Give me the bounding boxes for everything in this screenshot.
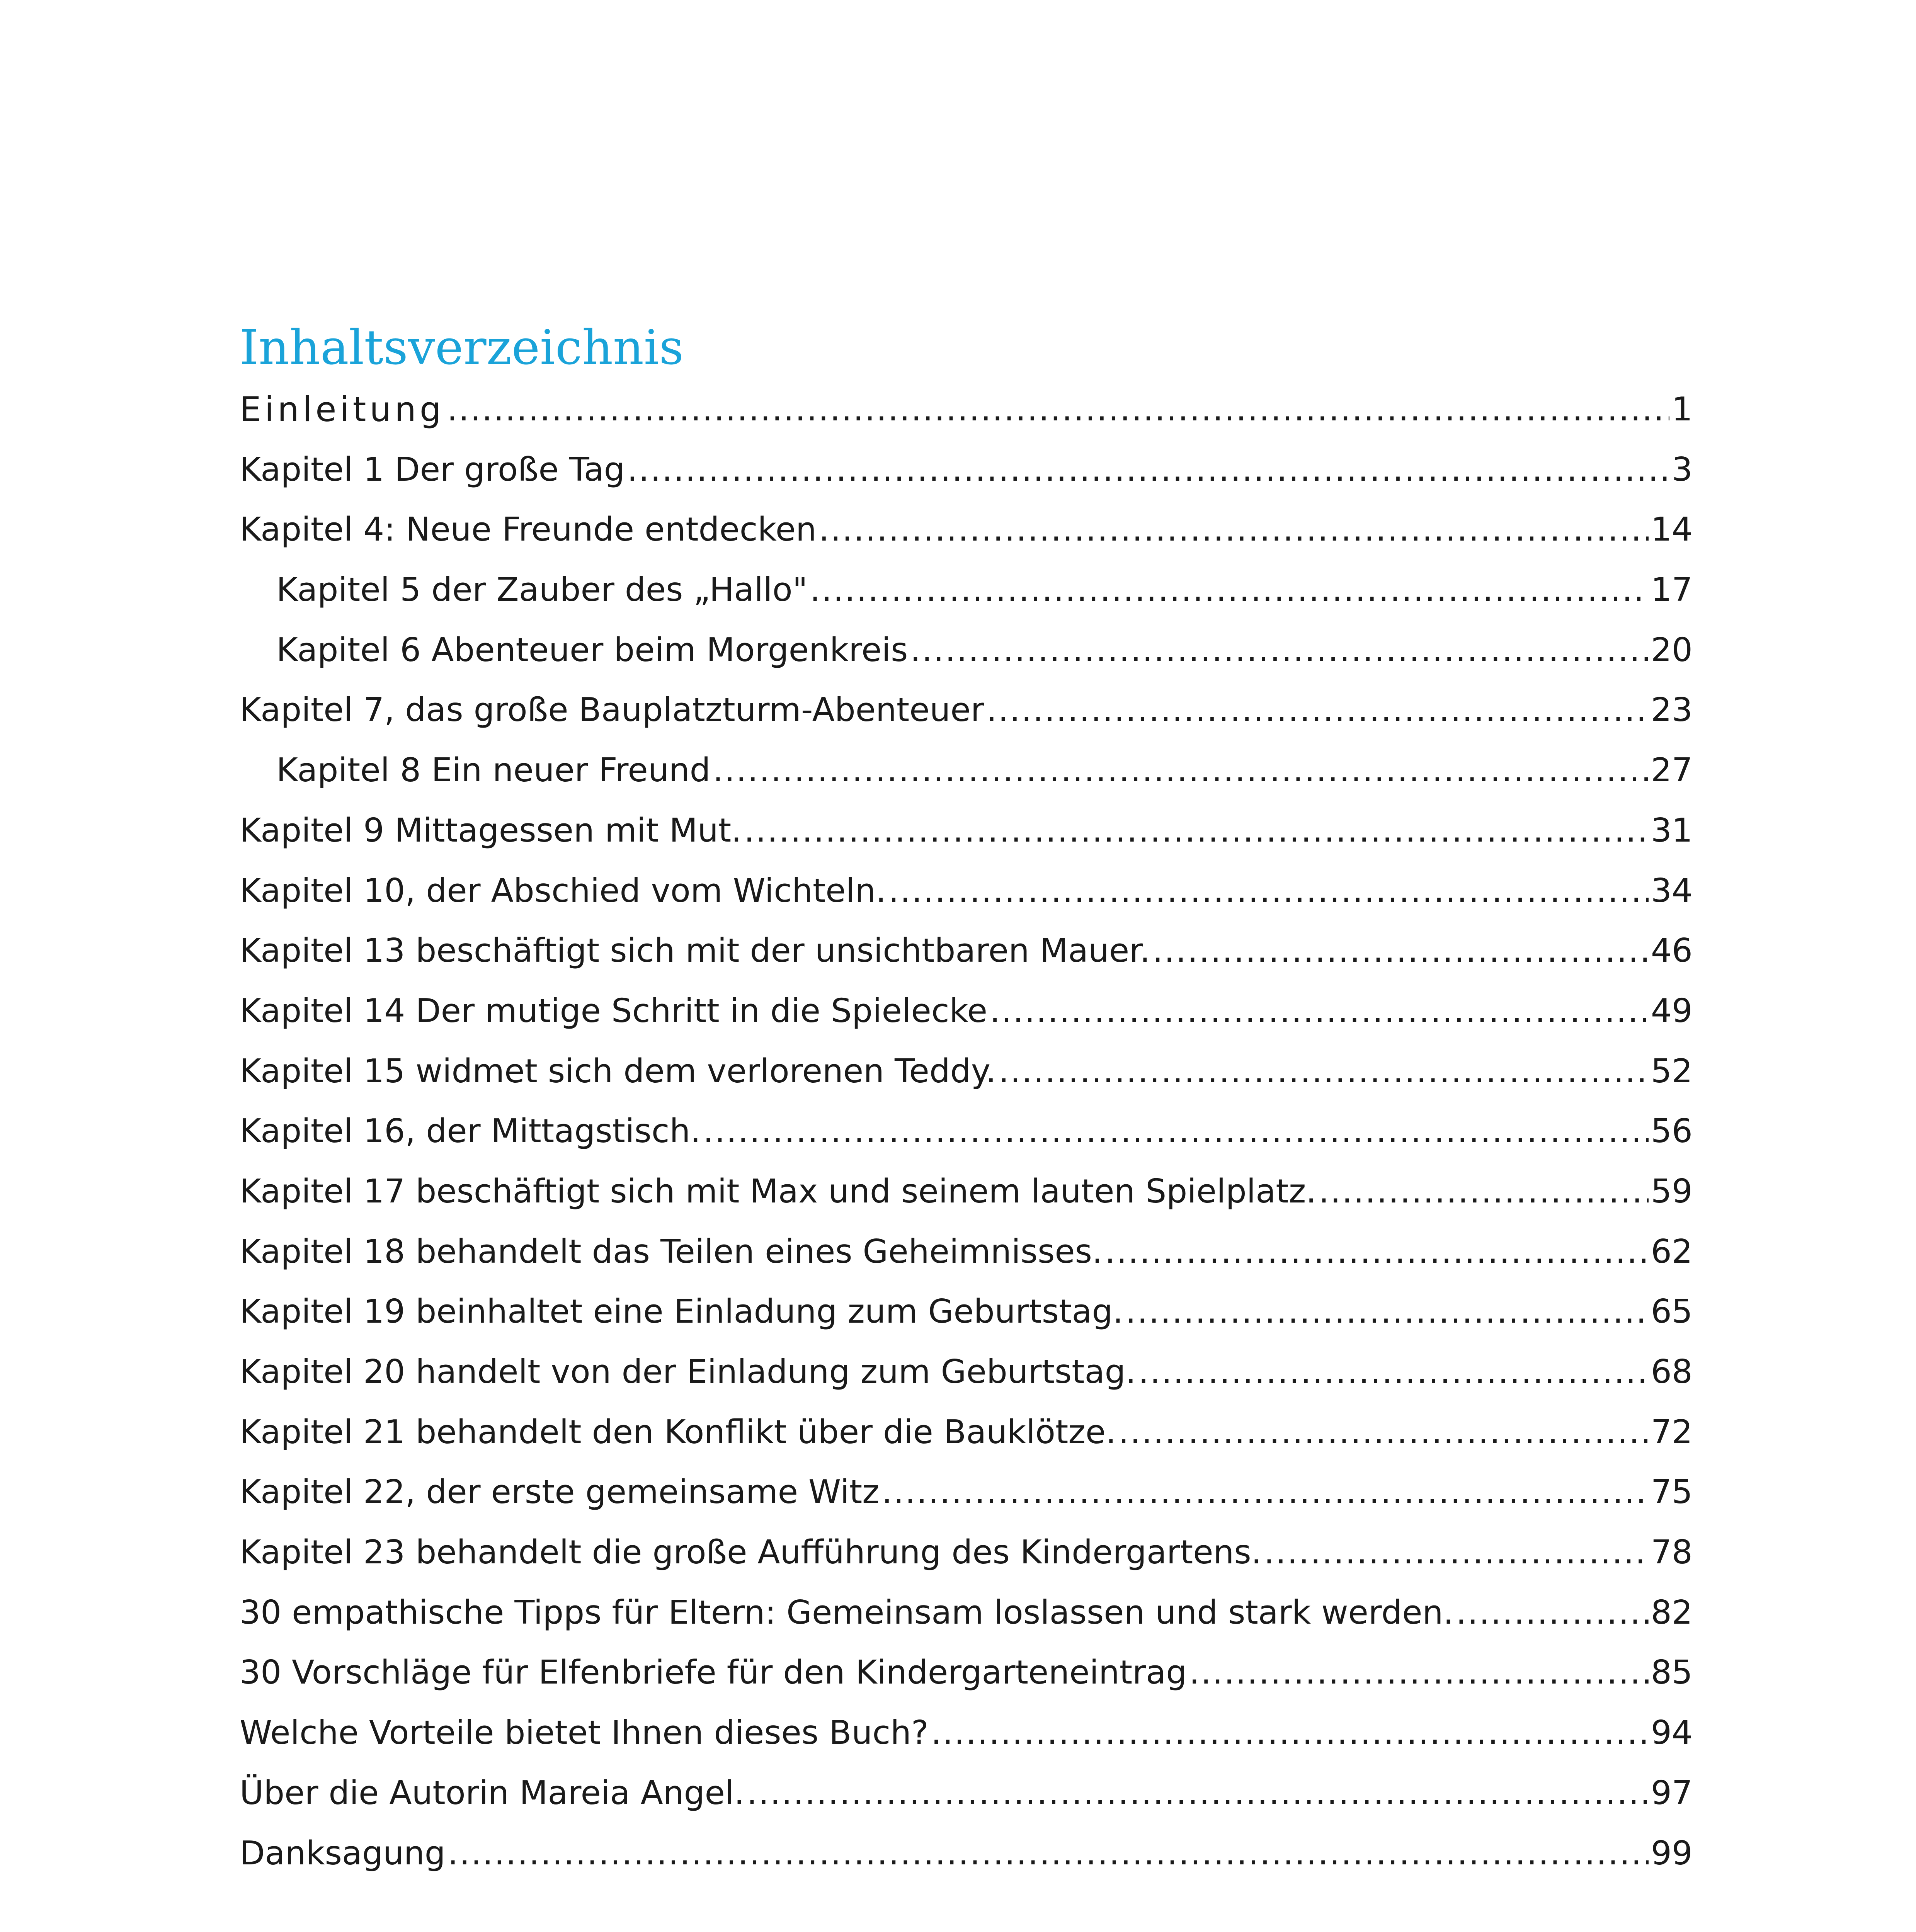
toc-entry-page-number: 75 — [1651, 1473, 1693, 1512]
toc-dot-leader — [999, 1050, 1649, 1093]
toc-entry-page-number: 94 — [1651, 1714, 1693, 1752]
toc-entry[interactable] — [240, 551, 1693, 611]
toc-entry[interactable] — [240, 491, 1693, 551]
toc-entry-title: Kapitel 14 Der mutige Schritt in die Spielecke — [240, 992, 988, 1030]
toc-entry[interactable] — [240, 1514, 1693, 1574]
toc-entry-title: Kapitel 8 Ein neuer Freund — [276, 751, 711, 790]
toc-entry[interactable] — [240, 1754, 1693, 1815]
toc-dot-leader — [744, 810, 1649, 852]
toc-entry[interactable] — [240, 972, 1693, 1032]
toc-entry-page-number: 56 — [1651, 1112, 1693, 1151]
toc-entry-title: Kapitel 10, der Abschied vom Wichteln. — [240, 871, 887, 910]
toc-entry-page-number: 17 — [1651, 571, 1693, 609]
toc-dot-leader — [747, 1772, 1649, 1815]
toc-entry-page-number: 65 — [1651, 1293, 1693, 1331]
toc-dot-leader — [1189, 1651, 1649, 1694]
toc-dot-leader — [990, 990, 1649, 1032]
toc-entry-title: Kapitel 4: Neue Freunde entdecken — [240, 510, 817, 549]
toc-entry-title: Welche Vorteile bietet Ihnen dieses Buch? — [240, 1714, 929, 1752]
toc-dot-leader — [713, 749, 1649, 792]
toc-entry[interactable] — [240, 1273, 1693, 1333]
toc-entry[interactable] — [240, 431, 1693, 491]
toc-entry[interactable] — [240, 672, 1693, 732]
toc-entry-page-number: 14 — [1651, 510, 1693, 549]
toc-entry-title: Kapitel 13 beschäftigt sich mit der unsichtbaren Mauer. — [240, 932, 1150, 970]
toc-entry-title: Kapitel 6 Abenteuer beim Morgenkreis — [276, 631, 908, 669]
toc-heading: Inhaltsverzeichnis — [240, 320, 684, 376]
toc-dot-leader — [1126, 1291, 1649, 1333]
toc-dot-leader — [987, 689, 1649, 731]
toc-dot-leader — [1152, 930, 1648, 972]
toc-entry-page-number: 31 — [1651, 811, 1693, 850]
toc-entry-page-number: 85 — [1651, 1653, 1693, 1692]
toc-entry-title: Kapitel 22, der erste gemeinsame Witz — [240, 1473, 880, 1512]
toc-entry[interactable] — [240, 731, 1693, 792]
toc-dot-leader — [627, 449, 1669, 491]
toc-entry[interactable] — [240, 1454, 1693, 1514]
toc-entry-title: 30 Vorschläge für Elfenbriefe für den Kindergarteneintrag — [240, 1653, 1187, 1692]
toc-entry-page-number: 52 — [1651, 1052, 1693, 1090]
toc-dot-leader — [1118, 1411, 1649, 1454]
toc-dot-leader — [703, 1110, 1648, 1153]
toc-dot-leader — [447, 388, 1669, 431]
toc-entry-title: Danksagung — [240, 1834, 446, 1872]
toc-entry-title: Kapitel 21 behandelt den Konflikt über die Bauklötze. — [240, 1413, 1116, 1451]
toc-entry-page-number: 72 — [1651, 1413, 1693, 1451]
toc-dot-leader — [819, 509, 1649, 551]
toc-entry-page-number: 23 — [1651, 691, 1693, 730]
toc-entry[interactable] — [240, 852, 1693, 912]
toc-entry-title: Kapitel 18 behandelt das Teilen eines Geheimnisses. — [240, 1232, 1103, 1271]
toc-list — [240, 384, 1693, 1875]
toc-entry-title: Kapitel 15 widmet sich dem verlorenen Teddy. — [240, 1052, 996, 1090]
toc-entry-title: Kapitel 19 beinhaltet eine Einladung zum Geburtstag. — [240, 1293, 1123, 1331]
toc-entry-title: Kapitel 20 handelt von der Einladung zum Geburtstag. — [240, 1353, 1136, 1391]
toc-entry[interactable] — [240, 1093, 1693, 1153]
toc-entry-title: Kapitel 5 der Zauber des „Hallo" — [276, 571, 808, 609]
toc-entry-page-number: 27 — [1651, 751, 1693, 790]
toc-entry[interactable] — [240, 912, 1693, 973]
toc-entry-title: Kapitel 1 Der große Tag — [240, 450, 625, 489]
toc-entry[interactable] — [240, 1694, 1693, 1754]
toc-entry-page-number: 46 — [1651, 932, 1693, 970]
toc-entry-title: Kapitel 7, das große Bauplatzturm-Abenteuer — [240, 691, 984, 730]
toc-entry-page-number: 68 — [1651, 1353, 1693, 1391]
toc-dot-leader — [888, 870, 1649, 912]
toc-entry-page-number: 1 — [1671, 390, 1693, 429]
toc-entry-page-number: 97 — [1651, 1774, 1693, 1812]
toc-entry-title: 30 empathische Tipps für Eltern: Gemeinsam loslassen und stark werden. — [240, 1593, 1454, 1632]
toc-entry-title: Kapitel 17 beschäftigt sich mit Max und seinem lauten Spielplatz. — [240, 1172, 1317, 1211]
toc-dot-leader — [1456, 1592, 1648, 1634]
toc-entry-title: Einleitung — [240, 389, 445, 429]
toc-entry[interactable] — [240, 1153, 1693, 1213]
toc-entry-title: Kapitel 23 behandelt die große Aufführung des Kindergartens. — [240, 1533, 1262, 1572]
toc-entry-page-number: 3 — [1671, 450, 1693, 489]
toc-entry[interactable] — [240, 1634, 1693, 1694]
toc-entry[interactable] — [240, 1815, 1693, 1875]
toc-entry-page-number: 62 — [1651, 1232, 1693, 1271]
toc-dot-leader — [910, 629, 1648, 672]
toc-entry-title: Kapitel 16, der Mittagstisch. — [240, 1112, 701, 1151]
toc-dot-leader — [1138, 1351, 1649, 1393]
toc-entry[interactable] — [240, 1574, 1693, 1634]
toc-dot-leader — [1319, 1170, 1649, 1213]
toc-entry-page-number: 49 — [1651, 992, 1693, 1030]
toc-entry-page-number: 78 — [1651, 1533, 1693, 1572]
toc-entry[interactable] — [240, 611, 1693, 672]
toc-entry-title: Über die Autorin Mareia Angel. — [240, 1774, 745, 1812]
toc-dot-leader — [1264, 1531, 1649, 1574]
toc-entry-page-number: 99 — [1651, 1834, 1693, 1872]
toc-dot-leader — [882, 1471, 1649, 1514]
toc-entry-page-number: 82 — [1651, 1593, 1693, 1632]
toc-entry[interactable] — [240, 1213, 1693, 1273]
toc-entry[interactable] — [240, 384, 1693, 431]
toc-entry-page-number: 59 — [1651, 1172, 1693, 1211]
toc-entry[interactable] — [240, 792, 1693, 852]
toc-entry-title: Kapitel 9 Mittagessen mit Mut. — [240, 811, 742, 850]
toc-entry[interactable] — [240, 1032, 1693, 1093]
toc-entry-page-number: 20 — [1651, 631, 1693, 669]
toc-entry[interactable] — [240, 1333, 1693, 1393]
toc-dot-leader — [448, 1832, 1649, 1875]
toc-dot-leader — [810, 569, 1649, 611]
toc-dot-leader — [1105, 1231, 1649, 1273]
toc-entry[interactable] — [240, 1393, 1693, 1454]
toc-dot-leader — [931, 1712, 1649, 1754]
toc-entry-page-number: 34 — [1651, 871, 1693, 910]
